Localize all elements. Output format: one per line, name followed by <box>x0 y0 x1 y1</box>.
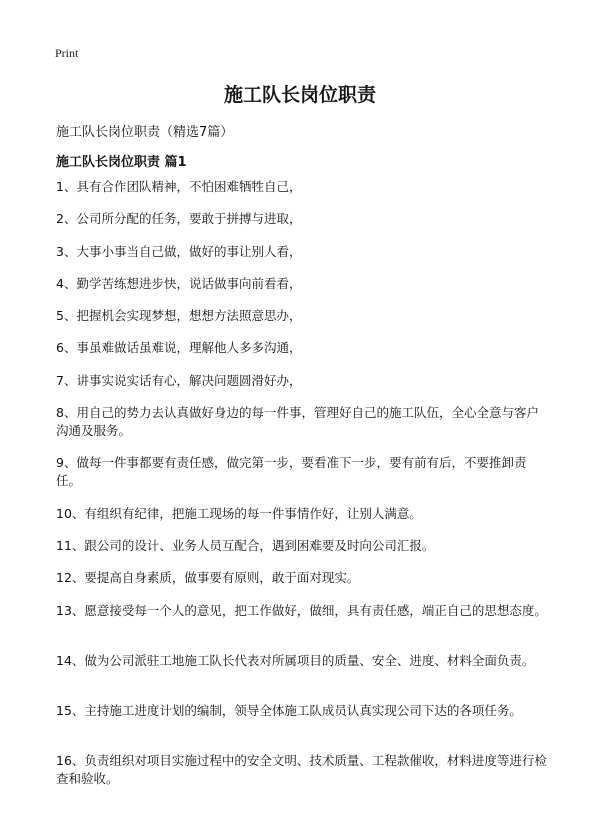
list-item: 16、负责组织对项目实施过程中的安全文明、技术质量、工程款催收，材料进度等进行检查和验收。 <box>56 753 547 787</box>
list-item: 7、讲事实说实话有心，解决问题圆滑好办， <box>56 372 302 388</box>
list-item: 10、有组织有纪律，把施工现场的每一件事情作好，让别人满意。 <box>56 505 422 521</box>
responsibility-list <box>56 170 550 803</box>
document-subtitle: 施工队长岗位职责（精选7篇） <box>56 125 234 140</box>
print-link[interactable]: Print <box>55 46 79 60</box>
list-item: 9、做每一件事都要有责任感，做完第一步，要看准下一步，要有前有后，不要推卸责任。 <box>56 455 527 489</box>
document-title: 施工队长岗位职责 <box>223 84 376 106</box>
list-item: 11、跟公司的设计、业务人员互配合，遇到困难要及时向公司汇报。 <box>56 537 435 553</box>
list-item: 4、勤学苦练想进步快，说话做事向前看看， <box>56 275 302 291</box>
list-item: 5、把握机会实现梦想，想想方法照意思办， <box>56 308 302 324</box>
list-item: 12、要提高自身素质，做事要有原则，敢于面对现实。 <box>56 570 360 586</box>
list-item: 6、事虽难做话虽难说，理解他人多多沟通， <box>56 340 302 356</box>
list-item: 3、大事小事当自己做，做好的事让别人看， <box>56 243 302 259</box>
list-item: 13、愿意接受每一个人的意见，把工作做好，做细，具有责任感，端正自己的思想态度。 <box>56 602 547 618</box>
list-item: 14、做为公司派驻工地施工队长代表对所属项目的质量、安全、进度、材料全面负责。 <box>56 652 535 668</box>
list-item: 1、具有合作团队精神，不怕困难牺牲自己， <box>56 179 302 194</box>
list-item: 8、用自己的势力去认真做好身边的每一件事，管理好自己的施工队伍，全心全意与客户沟通及服务。 <box>56 405 539 439</box>
section-heading: 施工队长岗位职责 篇1 <box>56 155 187 170</box>
list-item: 15、主持施工进度计划的编制，领导全体施工队成员认真实现公司下达的各项任务。 <box>56 703 522 719</box>
list-item: 2、公司所分配的任务，要敢于拼搏与进取， <box>56 211 302 227</box>
